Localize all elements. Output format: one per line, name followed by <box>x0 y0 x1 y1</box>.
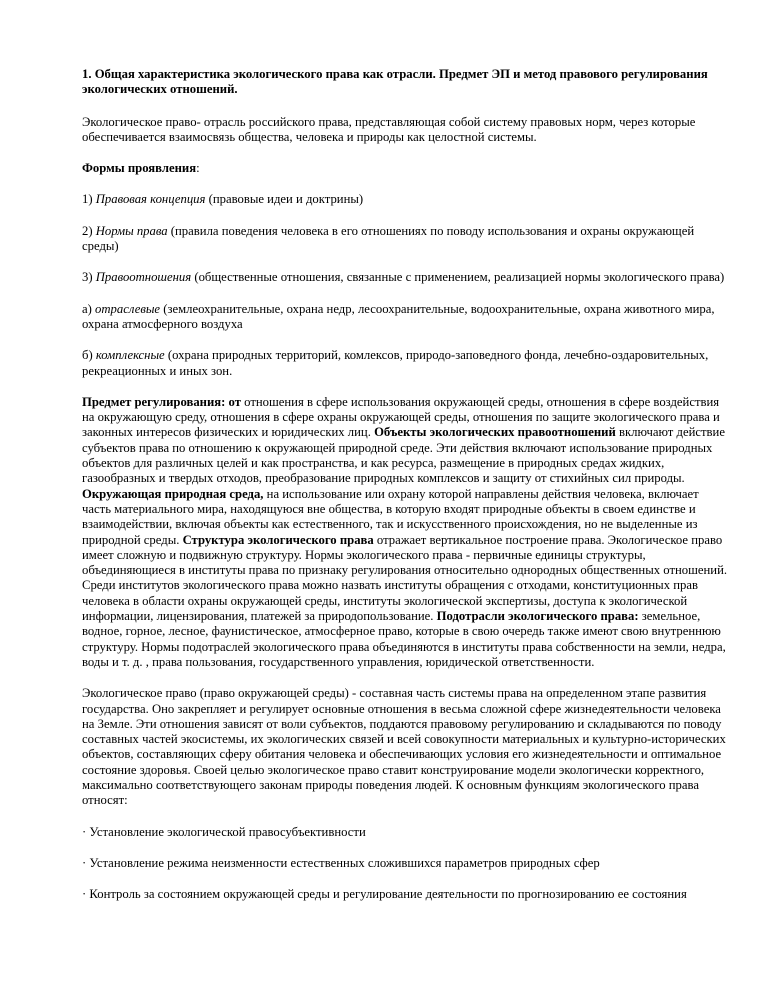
form-item-text: (землеохранительные, охрана недр, лесоохранительные, водоохранительные, охрана животного мира, охрана атмосферного воздуха <box>82 301 715 331</box>
form-item-text: (правовые идеи и доктрины) <box>205 192 364 207</box>
forms-title-colon: : <box>196 161 200 176</box>
function-item: · Установление экологической правосубъективности <box>82 824 366 839</box>
objects-term: Объекты экологических правоотношений <box>374 425 616 440</box>
function-item: · Установление режима неизменности естественных сложившихся параметров природных сфер <box>82 855 600 870</box>
form-item <box>82 270 730 285</box>
form-item-text: (правила поведения человека в его отношениях по поводу использования и охраны окружающей среды) <box>82 223 695 254</box>
form-item <box>82 348 730 379</box>
structure-term: Структура экологического права <box>182 532 374 547</box>
structure-text: отражает вертикальное построение права. Экологическое право имеет сложную и подвижную структуру. Нормы экологического права - первичные единицы структуры, объединяющиеся в институты права по признаку регулирования относительно однородных общественных отношений. Среди институтов экологического права можно назвать институты обращения с отходами, конституционных прав человека в области охраны окружающей среды, институты экологической экспертизы, доступа к экологической информации, лицензирования, платежей за природопользование. <box>82 532 728 624</box>
definition-paragraph: Экологическое право- отрасль российского права, представляющая собой систему правовых норм, через которые обеспечивается взаимосвязь общества, человека и природы как целостной системы. <box>82 114 696 144</box>
form-item-number: 1) <box>82 192 96 207</box>
form-item-number: а) <box>82 301 96 316</box>
form-item-term: Нормы права <box>95 223 168 238</box>
form-item-term: Правоотношения <box>95 270 192 285</box>
form-item-term: отраслевые <box>95 301 161 316</box>
document-page <box>82 67 730 918</box>
subbranches-text: земельное, водное, горное, лесное, фаунистическое, атмосферное право, которые в свою очередь также имеют свою внутреннюю структуру. Нормы подотраслей экологического права объединяются в институты права собственности на земли, недра, воды и т. д. , права пользования, государственного управления, юридической ответственности. <box>82 609 726 669</box>
subject-paragraph <box>82 395 730 670</box>
form-item <box>82 192 730 207</box>
environment-text: на использование или охрану которой направлены действия человека, включает часть материального мира, находящуюся вне общества, в которую входят природные объекты в своем единстве и взаимодействии, включая объекты как естественного, так и искусственного происхождения, но не выделенные из природной среды. <box>82 486 699 547</box>
environment-term: Окружающая природная среда, <box>82 486 264 501</box>
function-item: · Контроль за состоянием окружающей среды и регулирование деятельности по прогнозированию ее состояния <box>82 887 687 902</box>
subbranches-term: Подотрасли экологического права: <box>436 609 639 624</box>
form-item <box>82 224 730 255</box>
form-item-text: (охрана природных территорий, комлексов, природо-заповедного фонда, лечебно-оздаровительных, рекреационных и иных зон. <box>82 348 709 378</box>
section-heading: 1. Общая характеристика экологического права как отрасли. Предмет ЭП и метод правового регулирования экологических отношений. <box>82 67 708 97</box>
system-paragraph: Экологическое право (право окружающей среды) - составная часть системы права на определенном этапе развития государства. Оно закрепляет и регулирует основные отношения в весьма сложной сфере жизнедеятельности человека на Земле. Эти отношения зависят от воли субъектов, поддаются правовому регулированию и складываются по поводу составных частей экосистемы, их экологических связей и всей совокупности материальных и культурно-исторических объектов, составляющих сферу обитания человека и обеспечивающих условия его жизнедеятельности и оптимальное состояние здоровья. Своей целью экологическое право ставит конструирование модели экологически корректного, максимально соответствующего законам природы поведения людей. К основным функциям экологического права относят: <box>82 686 726 808</box>
form-item-number: б) <box>82 348 96 363</box>
form-item-text: (общественные отношения, связанные с применением, реализацией нормы экологического права) <box>191 270 725 285</box>
subject-term: Предмет регулирования: от <box>82 394 241 409</box>
form-item-number: 2) <box>82 223 96 238</box>
form-item-number: 3) <box>82 270 96 285</box>
objects-text: включают действие субъектов права по отношению к окружающей природной среде. Эти действия включают использование природных объектов для различных целей и как пространства, и как ресурса, размещение в природных средах жидких, газообразных и твердых отходов, преобразование природных комплексов и защиту от стихийных сил природы. <box>82 425 725 486</box>
form-item-term: Правовая концепция <box>95 192 206 207</box>
subject-text: отношения в сфере использования окружающей среды, отношения в сфере воздействия на окружающую среду, отношения в сфере охраны окружающей среды, отношения по защите экологического права и законных интересов физических и юридических лиц. <box>82 394 720 440</box>
form-item-term: комплексные <box>95 348 165 363</box>
form-item <box>82 302 730 333</box>
forms-title-paragraph <box>82 161 730 176</box>
forms-title: Формы проявления <box>82 161 197 176</box>
